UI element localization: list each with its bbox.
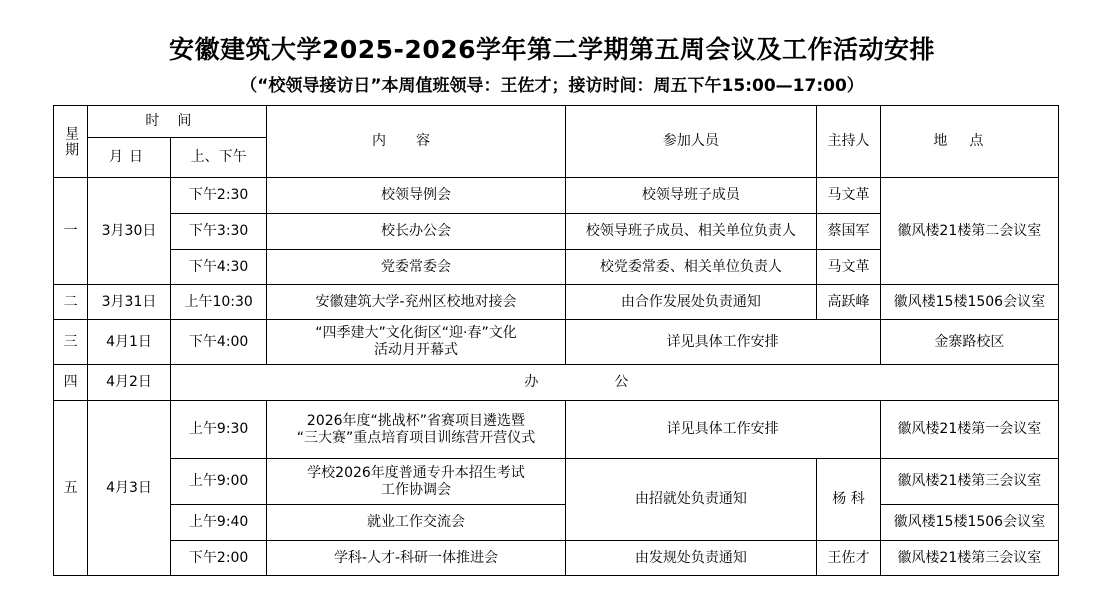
date-cell: 4月3日 xyxy=(88,401,171,576)
content-line: “四季建大”文化街区“迎·春”文化 xyxy=(315,325,517,341)
date-cell: 4月2日 xyxy=(88,365,171,401)
time-cell: 下午2:00 xyxy=(170,541,267,576)
time-cell: 下午4:30 xyxy=(170,250,267,285)
location-cell: 徽风楼21楼第一会议室 xyxy=(880,401,1058,459)
schedule-table xyxy=(53,105,1059,576)
time-cell: 上午10:30 xyxy=(170,285,267,320)
header-participants: 参加人员 xyxy=(565,106,817,178)
participants-cell: 由招就处负责通知 xyxy=(565,459,817,541)
location-cell: 徽风楼21楼第三会议室 xyxy=(880,541,1058,576)
content-cell: 校长办公会 xyxy=(267,214,565,250)
date-cell: 3月30日 xyxy=(88,178,171,285)
table-row xyxy=(54,320,1059,365)
weekday-cell: 五 xyxy=(54,401,88,576)
date-cell: 4月1日 xyxy=(88,320,171,365)
location-cell: 徽风楼15楼1506会议室 xyxy=(880,505,1058,541)
content-line: 学校2026年度普通专升本招生考试 xyxy=(307,464,525,481)
header-content: 内容 xyxy=(267,106,565,178)
office-cell: 办公 xyxy=(170,365,1058,401)
weekday-cell: 二 xyxy=(54,285,88,320)
content-cell: 校领导例会 xyxy=(267,178,565,214)
time-cell: 上午9:40 xyxy=(170,505,267,541)
time-cell: 下午3:30 xyxy=(170,214,267,250)
date-cell: 3月31日 xyxy=(88,285,171,320)
content-line: 2026年度“挑战杯”省赛项目遴选暨 xyxy=(306,412,526,429)
header-row-1 xyxy=(54,106,1059,138)
time-cell: 上午9:30 xyxy=(170,401,267,459)
content-cell xyxy=(267,459,565,505)
content-cell: 安徽建筑大学-兖州区校地对接会 xyxy=(267,285,565,320)
content-line: 工作协调会 xyxy=(381,481,451,498)
table-row xyxy=(54,365,1059,401)
host-cell: 马文革 xyxy=(817,178,880,214)
host-cell: 王佐才 xyxy=(817,541,880,576)
content-cell: 党委常委会 xyxy=(267,250,565,285)
host-cell: 高跃峰 xyxy=(817,285,880,320)
participants-cell: 校领导班子成员、相关单位负责人 xyxy=(565,214,817,250)
location-cell: 徽风楼21楼第二会议室 xyxy=(880,178,1058,285)
participants-cell: 详见具体工作安排 xyxy=(565,401,880,459)
weekday-cell: 三 xyxy=(54,320,88,365)
document-subtitle: （“校领导接访日”本周值班领导：王佐才；接访时间：周五下午15:00—17:00） xyxy=(240,76,864,96)
content-line: “三大赛”重点培育项目训练营开营仪式 xyxy=(296,429,536,446)
table-row xyxy=(54,541,1059,576)
participants-cell: 由合作发展处负责通知 xyxy=(565,285,817,320)
host-cell: 杨 科 xyxy=(817,459,880,541)
participants-cell: 校领导班子成员 xyxy=(565,178,817,214)
participants-cell: 详见具体工作安排 xyxy=(565,320,880,365)
host-cell: 马文革 xyxy=(817,250,880,285)
table-row xyxy=(54,401,1059,459)
time-cell: 下午4:00 xyxy=(170,320,267,365)
content-cell: 就业工作交流会 xyxy=(267,505,565,541)
header-period: 上、下午 xyxy=(170,138,267,178)
content-line: 活动月开幕式 xyxy=(374,342,458,358)
content-cell xyxy=(267,320,565,365)
participants-cell: 校党委常委、相关单位负责人 xyxy=(565,250,817,285)
location-cell: 金寨路校区 xyxy=(880,320,1058,365)
table-row xyxy=(54,178,1059,214)
content-cell: 学科-人才-科研一体推进会 xyxy=(267,541,565,576)
participants-cell: 由发规处负责通知 xyxy=(565,541,817,576)
location-cell: 徽风楼15楼1506会议室 xyxy=(880,285,1058,320)
location-cell: 徽风楼21楼第三会议室 xyxy=(880,459,1058,505)
time-cell: 上午9:00 xyxy=(170,459,267,505)
header-time: 时间 xyxy=(88,106,267,138)
weekday-cell: 一 xyxy=(54,178,88,285)
document-title: 安徽建筑大学2025-2026学年第二学期第五周会议及工作活动安排 xyxy=(168,35,936,64)
content-cell xyxy=(267,401,565,459)
header-location: 地点 xyxy=(880,106,1058,178)
time-cell: 下午2:30 xyxy=(170,178,267,214)
table-row xyxy=(54,285,1059,320)
header-date: 月日 xyxy=(88,138,171,178)
table-row xyxy=(54,505,1059,541)
header-host: 主持人 xyxy=(817,106,880,178)
table-row xyxy=(54,459,1059,505)
weekday-cell: 四 xyxy=(54,365,88,401)
header-weekday: 星期 xyxy=(54,106,88,178)
host-cell: 蔡国军 xyxy=(817,214,880,250)
